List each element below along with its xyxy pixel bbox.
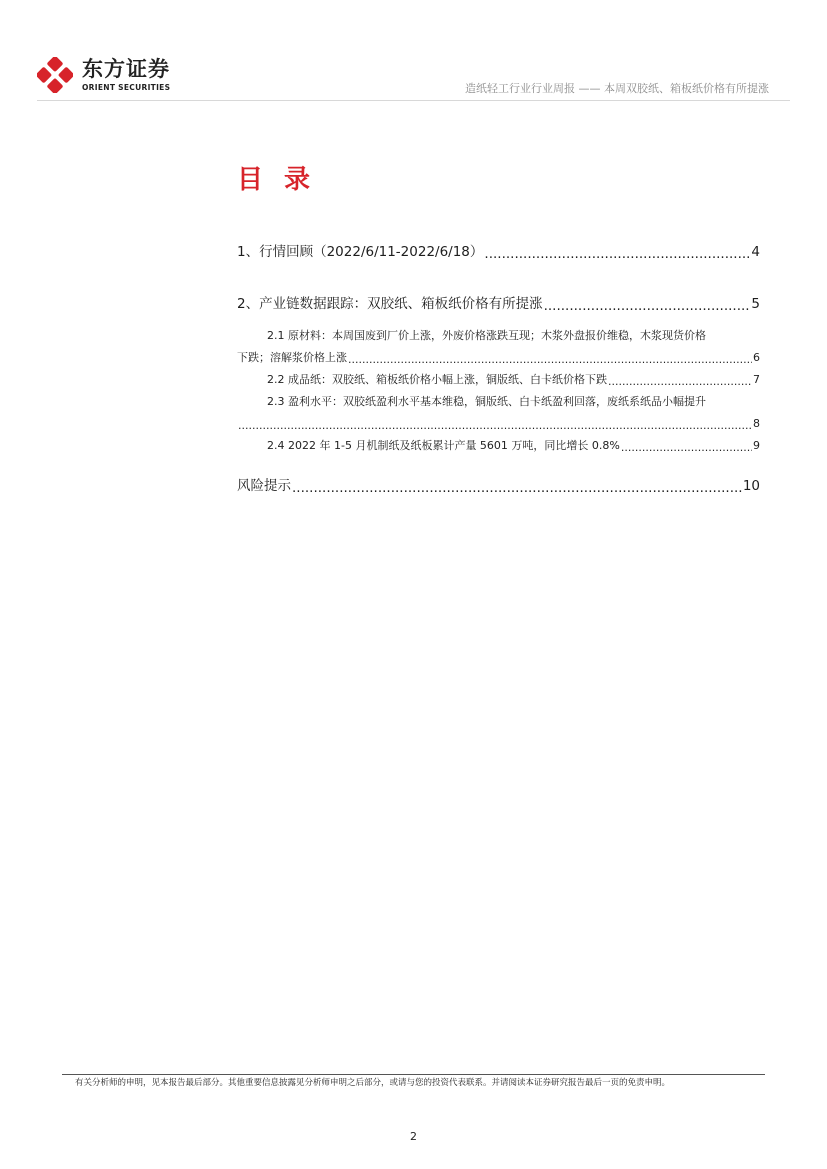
report-title: 造纸轻工行业行业周报 —— 本周双胶纸、箱板纸价格有所提涨	[465, 82, 769, 95]
toc-item-title-cont: 下跌；溶解浆价格上涨	[237, 351, 347, 364]
toc-item-title: 1、行情回顾（2022/6/11-2022/6/18）	[237, 244, 484, 260]
page-header	[0, 0, 827, 104]
toc-item-profitability[interactable]	[237, 417, 760, 431]
toc-leader-dots	[292, 482, 742, 496]
toc-item-title: 2、产业链数据跟踪：双胶纸、箱板纸价格有所提涨	[237, 296, 543, 312]
footer-disclaimer: 有关分析师的申明，见本报告最后部分。其他重要信息披露见分析师申明之后部分，或请与您的投资代表联系。并请阅读本证券研究报告最后一页的免责申明。	[75, 1078, 671, 1088]
toc-item-title: 2.4 2022 年 1-5 月机制纸及纸板累计产量 5601 万吨，同比增长 0.8%	[267, 439, 620, 452]
toc-item-industry-chain[interactable]	[237, 295, 760, 313]
toc-item-page: 7	[753, 373, 760, 386]
toc-leader-dots	[608, 376, 752, 387]
toc-item-title: 2.2 成品纸：双胶纸、箱板纸价格小幅上涨，铜版纸、白卡纸价格下跌	[267, 373, 607, 386]
footer-divider	[62, 1074, 765, 1075]
toc-leader-dots	[484, 248, 750, 262]
toc-item-production[interactable]	[267, 439, 760, 453]
logo-chinese-name: 东方证券	[82, 57, 170, 81]
toc-item-market-review[interactable]	[237, 243, 760, 261]
toc-item-page: 4	[751, 244, 760, 260]
toc-item-profitability-line1[interactable]: 2.3 盈利水平：双胶纸盈利水平基本维稳，铜版纸、白卡纸盈利回落，废纸系纸品小幅提升	[267, 395, 706, 408]
toc-leader-dots	[348, 354, 752, 365]
page-number: 2	[410, 1130, 417, 1143]
toc-item-raw-materials-line1[interactable]: 2.1 原材料：本周国废到厂价上涨，外废价格涨跌互现；木浆外盘报价维稳，木浆现货价格	[267, 329, 706, 342]
toc-leader-dots	[238, 420, 752, 431]
toc-item-page: 9	[753, 439, 760, 452]
toc-heading: 目 录	[237, 165, 317, 195]
toc-leader-dots	[544, 300, 751, 314]
toc-item-raw-materials[interactable]	[237, 351, 760, 365]
orient-securities-logo-icon	[37, 57, 73, 93]
toc-item-finished-paper[interactable]	[267, 373, 760, 387]
company-logo	[37, 55, 177, 95]
toc-item-page: 5	[751, 296, 760, 312]
toc-item-page: 6	[753, 351, 760, 364]
logo-english-name: ORIENT SECURITIES	[82, 83, 171, 92]
toc-leader-dots	[621, 442, 752, 453]
toc-item-title: 风险提示	[237, 478, 291, 494]
toc-item-page: 8	[753, 417, 760, 430]
toc-item-page: 10	[742, 478, 760, 494]
toc-item-risk-warning[interactable]	[237, 477, 760, 495]
header-divider	[37, 100, 790, 101]
